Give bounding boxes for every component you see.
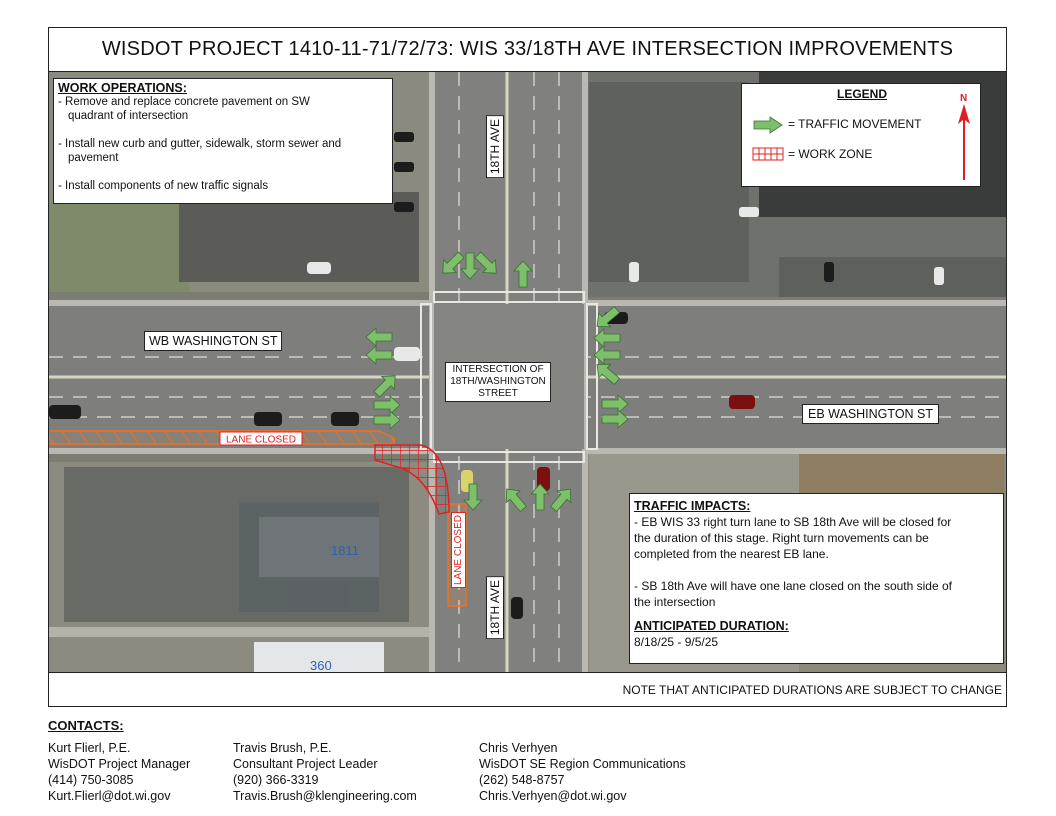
traffic-impact-line: - EB WIS 33 right turn lane to SB 18th Ave will be closed for — [634, 515, 952, 529]
contacts-heading: CONTACTS: — [48, 718, 124, 733]
work-operation-item: - Remove and replace concrete pavement on SW — [58, 96, 310, 108]
legend-box — [741, 83, 981, 187]
contact-phone: (414) 750-3085 — [48, 773, 134, 787]
lane-closed-label: LANE CLOSED — [225, 434, 297, 446]
contact-role: Consultant Project Leader — [233, 757, 378, 771]
traffic-impact-line: completed from the nearest EB lane. — [634, 547, 829, 561]
contact-phone: (920) 366-3319 — [233, 773, 319, 787]
work-zone-swatch-icon — [752, 147, 784, 161]
building-1811-label: 1811 — [331, 543, 359, 558]
work-operations-box — [53, 78, 393, 204]
work-operation-item: pavement — [68, 152, 119, 164]
contact-name: Kurt Flierl, P.E. — [48, 741, 131, 755]
north-arrow-icon — [954, 102, 974, 182]
traffic-impact-line: - SB 18th Ave will have one lane closed on the south side of — [634, 579, 952, 593]
traffic-movement-arrow-icon — [752, 116, 784, 134]
legend-traffic-movement: = TRAFFIC MOVEMENT — [788, 117, 922, 131]
duration-note: NOTE THAT ANTICIPATED DURATIONS ARE SUBJECT TO CHANGE — [48, 672, 1007, 707]
intersection-label — [445, 362, 551, 402]
legend-work-zone: = WORK ZONE — [788, 147, 873, 161]
work-operations-heading: WORK OPERATIONS: — [58, 81, 187, 95]
work-operation-item: - Install components of new traffic signals — [58, 180, 269, 192]
street-label-eb-washington: EB WASHINGTON ST — [802, 404, 939, 424]
contact-name: Travis Brush, P.E. — [233, 741, 332, 755]
traffic-impacts-heading: TRAFFIC IMPACTS: — [634, 499, 751, 513]
intersection-label-line: STREET — [478, 388, 518, 399]
contact-email[interactable]: Travis.Brush@klengineering.com — [233, 789, 417, 803]
lane-closed-vertical-label: LANE CLOSED — [451, 512, 466, 588]
contacts-section — [48, 718, 1008, 803]
contact-phone: (262) 548-8757 — [479, 773, 565, 787]
contact-email[interactable]: Chris.Verhyen@dot.wi.gov — [479, 789, 627, 803]
north-label: N — [960, 93, 968, 104]
contact-card — [48, 740, 190, 804]
intersection-label-line: 18TH/WASHINGTON — [450, 376, 546, 387]
traffic-impact-line: the duration of this stage. Right turn movements can be — [634, 531, 929, 545]
intersection-label-line: INTERSECTION OF — [452, 364, 544, 375]
street-label-wb-washington: WB WASHINGTON ST — [144, 331, 282, 351]
traffic-impact-line: the intersection — [634, 595, 716, 609]
building-360-label: 360 — [310, 658, 332, 672]
work-operation-item: quadrant of intersection — [68, 110, 189, 122]
work-operation-item: - Install new curb and gutter, sidewalk, storm sewer and — [58, 138, 342, 150]
anticipated-duration-value: 8/18/25 - 9/5/25 — [634, 635, 719, 649]
street-label-18th-south: 18TH AVE — [486, 576, 504, 639]
contact-role: WisDOT SE Region Communications — [479, 757, 686, 771]
traffic-impacts-box — [629, 493, 1004, 664]
contact-role: WisDOT Project Manager — [48, 757, 191, 771]
page-title: WISDOT PROJECT 1410-11-71/72/73: WIS 33/18TH AVE INTERSECTION IMPROVEMENTS — [48, 27, 1007, 72]
street-label-18th-north: 18TH AVE — [486, 115, 504, 178]
contact-email[interactable]: Kurt.Flierl@dot.wi.gov — [48, 789, 171, 803]
legend-heading: LEGEND — [836, 87, 887, 101]
contact-name: Chris Verhyen — [479, 741, 558, 755]
anticipated-duration-heading: ANTICIPATED DURATION: — [634, 619, 789, 633]
contact-card — [479, 740, 686, 804]
contact-card — [233, 740, 417, 804]
